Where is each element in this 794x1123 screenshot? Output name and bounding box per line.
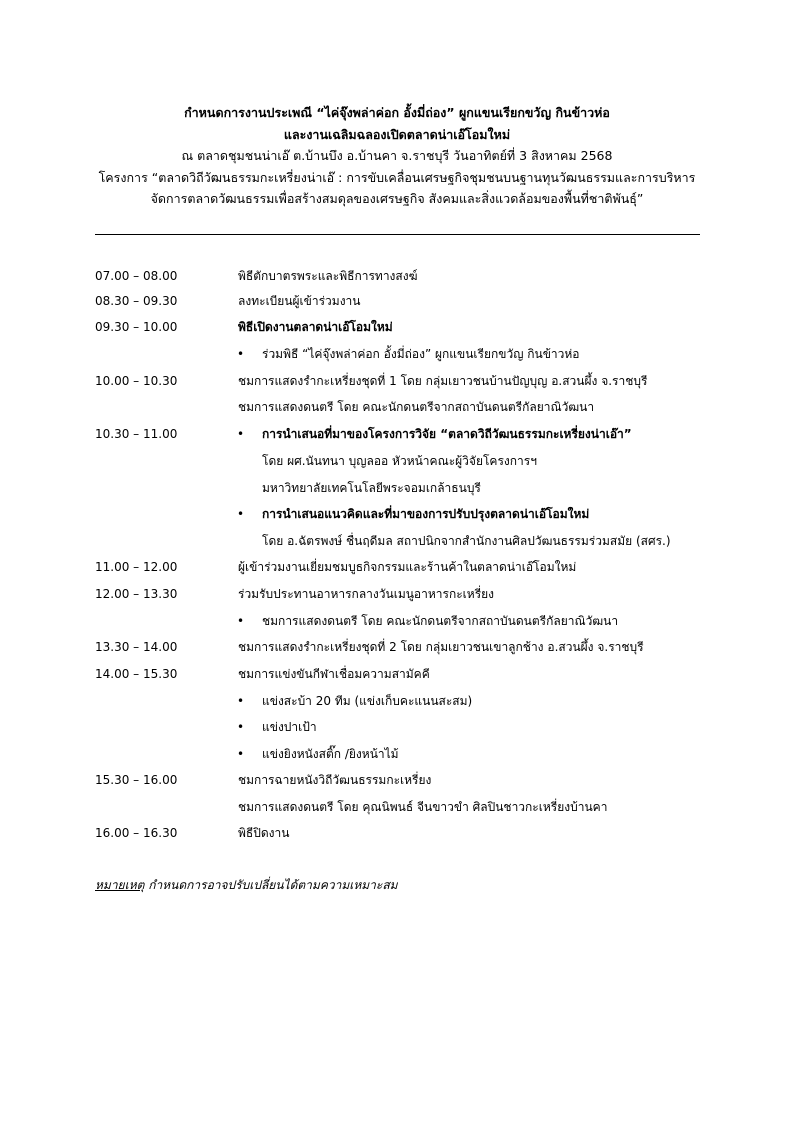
- schedule-detail: โดย อ.ฉัตรพงษ์ ชื่นฤดีมล สถาปนิกจากสำนักงานศิลปวัฒนธรรมร่วมสมัย (สศร.): [262, 534, 671, 548]
- schedule-row: [0, 530, 794, 552]
- schedule-activity: ร่วมพิธี “ไค่จุ๊งพล่าค่อก อั้งมี่ถ่อง” ผูกแขนเรียกขวัญ กินข้าวห่อ: [262, 347, 580, 361]
- schedule-time: 15.30 – 16.00: [95, 773, 178, 787]
- schedule-row: [0, 743, 794, 765]
- schedule-activity: ชมการแสดงดนตรี โดย คุณนิพนธ์ จีนขาวขำ ศิลปินชาวกะเหรี่ยงบ้านคา: [238, 800, 608, 814]
- schedule-row: [0, 636, 794, 658]
- schedule-row: [0, 423, 794, 445]
- bullet-icon: •: [237, 427, 245, 441]
- schedule-activity: แข่งสะบ้า 20 ทีม (แข่งเก็บคะแนนสะสม): [262, 694, 473, 708]
- schedule-time: 10.30 – 11.00: [95, 427, 178, 441]
- schedule-time: 08.30 – 09.30: [95, 294, 178, 308]
- schedule-activity: ชมการแข่งขันกีฬาเชื่อมความสามัคคี: [238, 667, 430, 681]
- schedule-row: [0, 610, 794, 632]
- schedule-activity: พิธีเปิดงานตลาดน่าเอ๊โอมใหม่: [238, 320, 393, 334]
- schedule-row: [0, 716, 794, 738]
- schedule-row: [0, 690, 794, 712]
- schedule-activity: การนำเสนอแนวคิดและที่มาของการปรับปรุงตลาดน่าเอ๊โอมใหม่: [262, 507, 590, 521]
- schedule-activity: ผู้เข้าร่วมงานเยี่ยมชมบูธกิจกรรมและร้านค้าในตลาดน่าเอ๊โอมใหม่: [238, 560, 577, 574]
- footnote-label: หมายเหตุ: [95, 878, 145, 892]
- schedule-row: [0, 796, 794, 818]
- header-title: กำหนดการงานประเพณี “ไค่จุ๊งพล่าค่อก อั้งมี่ถ่อง” ผูกแขนเรียกขวัญ กินข้าวห่อ: [184, 105, 610, 120]
- schedule-row: [0, 343, 794, 365]
- schedule-row: [0, 370, 794, 392]
- schedule-activity: ชมการแสดงรำกะเหรี่ยงชุดที่ 2 โดย กลุ่มเยาวชนเขาลูกช้าง อ.สวนผึ้ง จ.ราชบุรี: [238, 640, 644, 654]
- bullet-icon: •: [237, 507, 245, 521]
- schedule-row: [0, 822, 794, 844]
- schedule-activity: ชมการแสดงดนตรี โดย คณะนักดนตรีจากสถาบันดนตรีกัลยาณิวัฒนา: [262, 614, 619, 628]
- schedule-time: 09.30 – 10.00: [95, 320, 178, 334]
- schedule-time: 16.00 – 16.30: [95, 826, 178, 840]
- schedule-activity: ร่วมรับประทานอาหารกลางวันเมนูอาหารกะเหรี่ยง: [238, 587, 495, 601]
- schedule-activity: พิธีปิดงาน: [238, 826, 290, 840]
- schedule-row: [0, 503, 794, 525]
- bullet-icon: •: [237, 347, 245, 361]
- header-divider: [95, 234, 700, 235]
- schedule-time: 11.00 – 12.00: [95, 560, 178, 574]
- footnote-text: กำหนดการอาจปรับเปลี่ยนได้ตามความเหมาะสม: [144, 878, 398, 892]
- schedule-row: [0, 556, 794, 578]
- bullet-icon: •: [237, 694, 245, 708]
- schedule-time: 14.00 – 15.30: [95, 667, 178, 681]
- schedule-activity: ลงทะเบียนผู้เข้าร่วมงาน: [238, 294, 361, 308]
- schedule-time: 07.00 – 08.00: [95, 269, 178, 283]
- schedule-row: [0, 450, 794, 472]
- schedule-activity: แข่งปาเป้า: [262, 720, 317, 734]
- schedule-time: 12.00 – 13.30: [95, 587, 178, 601]
- schedule-activity: ชมการแสดงรำกะเหรี่ยงชุดที่ 1 โดย กลุ่มเยาวชนบ้านปัญบุญ อ.สวนผึ้ง จ.ราชบุรี: [238, 374, 648, 388]
- schedule-time: 10.00 – 10.30: [95, 374, 178, 388]
- bullet-icon: •: [237, 614, 245, 628]
- schedule-detail: มหาวิทยาลัยเทคโนโลยีพระจอมเกล้าธนบุรี: [262, 481, 481, 495]
- schedule-activity: ชมการฉายหนังวิถีวัฒนธรรมกะเหรี่ยง: [238, 773, 432, 787]
- schedule-detail: โดย ผศ.นันทนา บุญลออ หัวหน้าคณะผู้วิจัยโครงการฯ: [262, 454, 537, 468]
- schedule-row: [0, 290, 794, 312]
- schedule-row: [0, 477, 794, 499]
- bullet-icon: •: [237, 720, 245, 734]
- document-header: [60, 102, 734, 210]
- header-project-line2: จัดการตลาดวัฒนธรรมเพื่อสร้างสมดุลของเศรษฐกิจ สังคมและสิ่งแวดล้อมของพื้นที่ชาติพันธุ์”: [150, 191, 644, 206]
- schedule-row: [0, 316, 794, 338]
- schedule-activity: พิธีตักบาตรพระและพิธีการทางสงฆ์: [238, 269, 418, 283]
- header-venue-date: ณ ตลาดชุมชนน่าเอ๊ ต.บ้านบึง อ.บ้านคา จ.ราชบุรี วันอาทิตย์ที่ 3 สิงหาคม 2568: [181, 148, 613, 163]
- footnote: [95, 876, 398, 895]
- schedule-row: [0, 265, 794, 287]
- schedule-activity: การนำเสนอที่มาของโครงการวิจัย “ตลาดวิถีวัฒนธรรมกะเหรี่ยงน่าเอ๊า”: [262, 427, 632, 441]
- schedule-row: [0, 396, 794, 418]
- header-subtitle: และงานเฉลิมฉลองเปิดตลาดน่าเอ๊โอมใหม่: [283, 126, 511, 142]
- schedule-row: [0, 769, 794, 791]
- schedule-row: [0, 583, 794, 605]
- schedule-time: 13.30 – 14.00: [95, 640, 178, 654]
- schedule-activity: แข่งยิงหนังสติ๊ก /ยิงหน้าไม้: [262, 747, 399, 761]
- bullet-icon: •: [237, 747, 245, 761]
- schedule-row: [0, 663, 794, 685]
- schedule-activity: ชมการแสดงดนตรี โดย คณะนักดนตรีจากสถาบันดนตรีกัลยาณิวัฒนา: [238, 400, 595, 414]
- header-project-line1: โครงการ “ตลาดวิถีวัฒนธรรมกะเหรี่ยงน่าเอ๊ : การขับเคลื่อนเศรษฐกิจชุมชนบนฐานทุนวัฒนธรรมและการบริหาร: [98, 169, 696, 185]
